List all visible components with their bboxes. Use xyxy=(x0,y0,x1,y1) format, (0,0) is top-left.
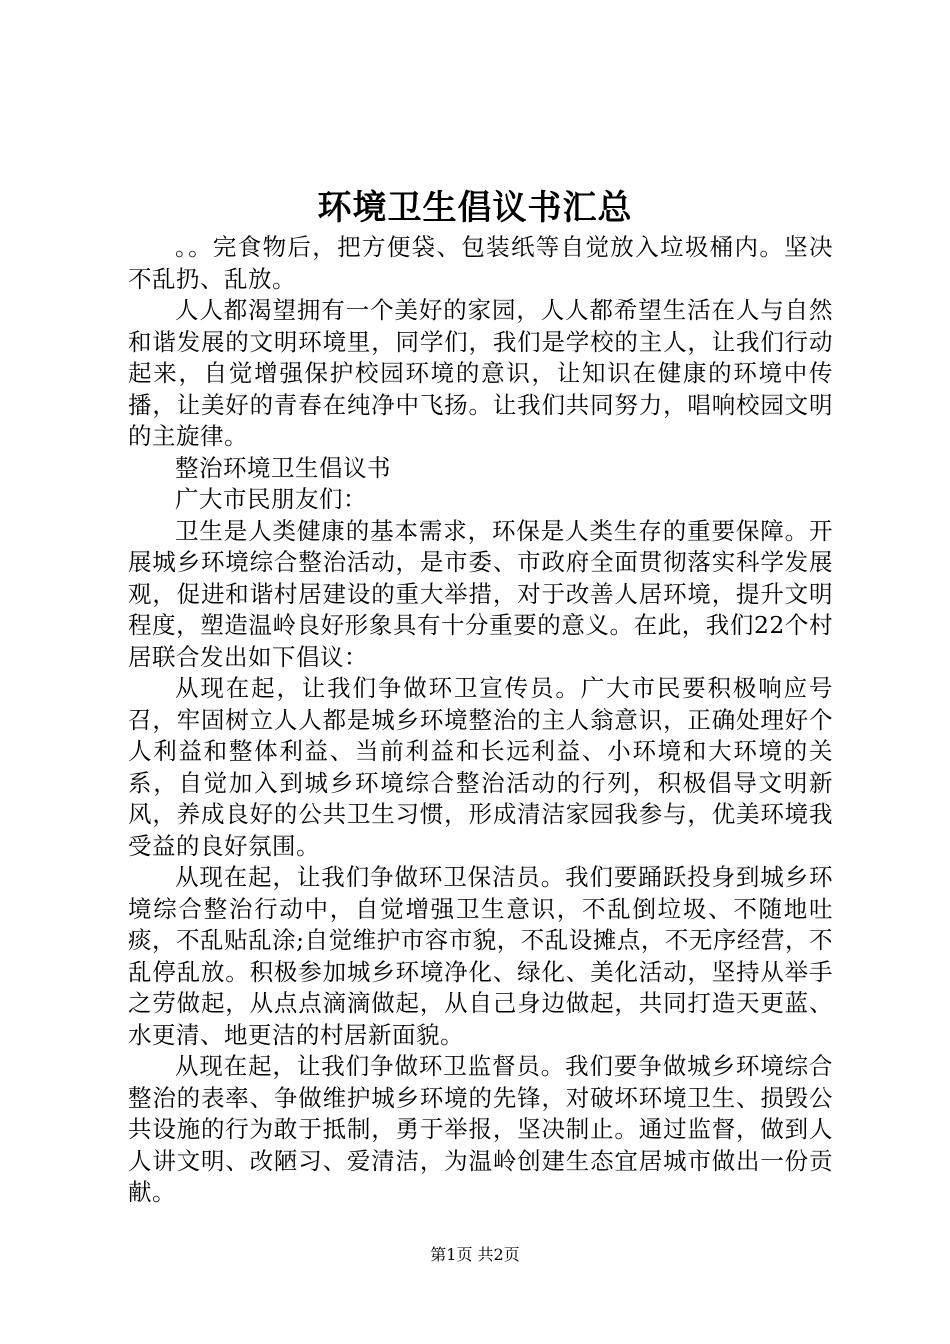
paragraph-1: 。。完食物后，把方便袋、包装纸等自觉放入垃圾桶内。坚决不乱扔、乱放。 xyxy=(128,233,833,293)
paragraph-proposal-3: 从现在起，让我们争做环卫监督员。我们要争做城乡环境综合整治的表率、争做维护城乡环境的先锋，对破坏环境卫生、损毁公共设施的行为敢于抵制，勇于举报，坚决制止。通过监督，做到人人讲文明、改陋习、爱清洁，为温岭创建生态宜居城市做出一份贡献。 xyxy=(128,1052,833,1206)
paragraph-proposal-1: 从现在起，让我们争做环卫宣传员。广大市民要积极响应号召，牢固树立人人都是城乡环境整治的主人翁意识，正确处理好个人利益和整体利益、当前利益和长远利益、小环境和大环境的关系，自觉加入到城乡环境综合整治活动的行列，积极倡导文明新风，养成良好的公共卫生习惯，形成清洁家园我参与，优美环境我受益的良好氛围。 xyxy=(128,674,833,860)
paragraph-2: 人人都渴望拥有一个美好的家园，人人都希望生活在人与自然和谐发展的文明环境里，同学们，我们是学校的主人，让我们行动起来，自觉增强保护校园环境的意识，让知识在健康的环境中传播，让美好的青春在纯净中飞扬。让我们共同努力，唱响校园文明的主旋律。 xyxy=(128,296,833,450)
document-body xyxy=(128,232,833,1209)
paragraph-proposal-2: 从现在起，让我们争做环卫保洁员。我们要踊跃投身到城乡环境综合整治行动中，自觉增强卫生意识，不乱倒垃圾、不随地吐痰，不乱贴乱涂;自觉维护市容市貌，不乱设摊点，不无序经营，不乱停乱放。积极参加城乡环境净化、绿化、美化活动，坚持从举手之劳做起，从点点滴滴做起，从自己身边做起，共同打造天更蓝、水更清、地更洁的村居新面貌。 xyxy=(128,863,833,1049)
document-title: 环境卫生倡议书汇总 xyxy=(317,188,633,228)
page-indicator: 第1页 共2页 xyxy=(430,1245,520,1264)
salutation: 广大市民朋友们： xyxy=(175,485,367,513)
section-heading: 整治环境卫生倡议书 xyxy=(175,453,391,482)
paragraph-intro: 卫生是人类健康的基本需求，环保是人类生存的重要保障。开展城乡环境综合整治活动，是市委、市政府全面贯彻落实科学发展观，促进和谐村居建设的重大举措，对于改善人居环境，提升文明程度，塑造温岭良好形象具有十分重要的意义。在此，我们22个村居联合发出如下倡议： xyxy=(128,516,833,671)
